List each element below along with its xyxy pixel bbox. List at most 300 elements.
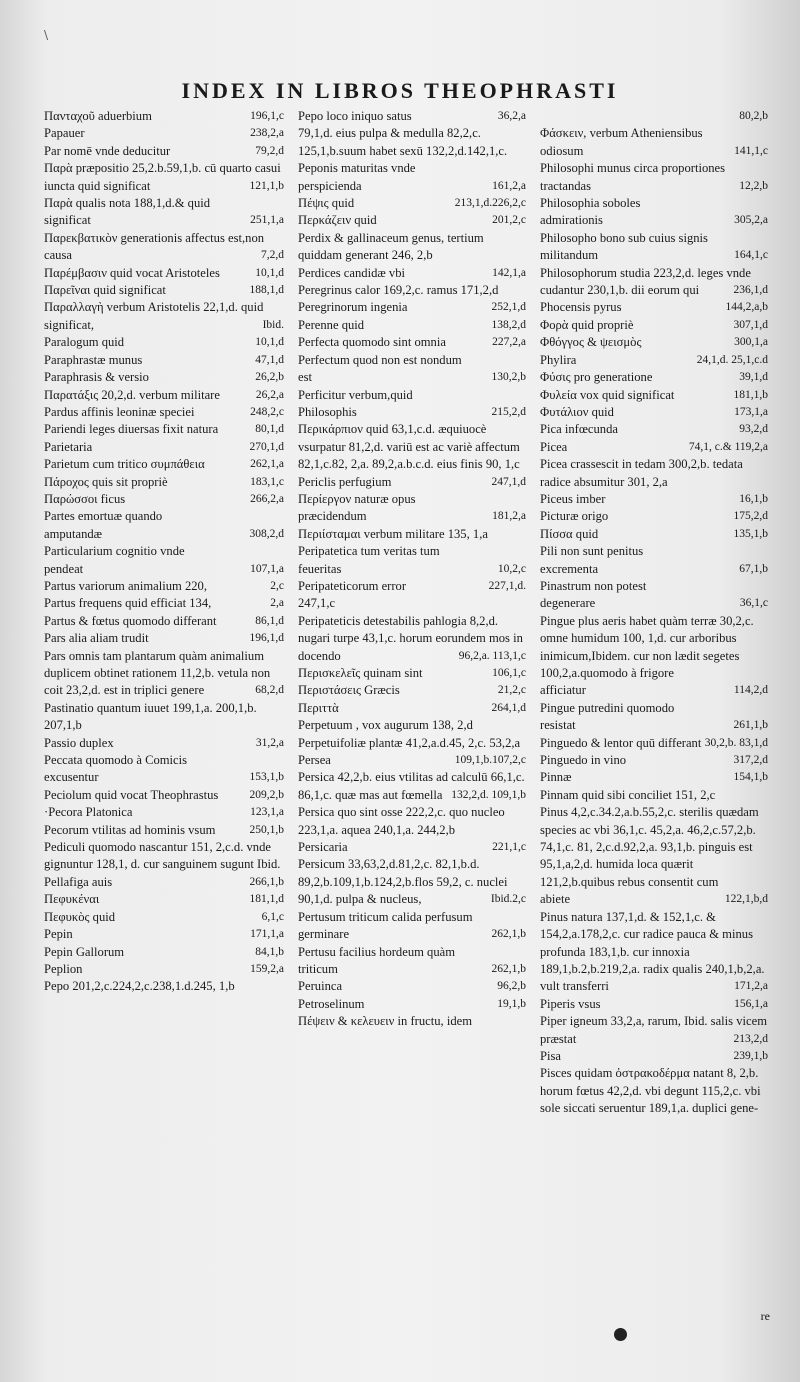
index-entry — [44, 648, 286, 700]
index-reference: 26,2,b — [255, 371, 284, 384]
index-entry — [298, 491, 528, 526]
index-term: Φάσκειν, verbum Atheniensibus odiosum — [540, 126, 703, 158]
index-reference: 173,1,a — [734, 405, 768, 418]
index-reference: 196,1,d — [249, 632, 284, 645]
index-reference: 10,1,d — [255, 266, 284, 279]
index-term: Παρώσσοι ficus — [44, 491, 126, 506]
index-reference: 122,1,b,d — [724, 893, 768, 906]
index-term: Φθόγγος & ψεισμὸς — [540, 335, 642, 350]
index-entry — [298, 1013, 528, 1030]
index-reference: 227,1,d. — [488, 579, 526, 592]
index-reference: 79,2,d — [255, 144, 284, 157]
index-entry — [44, 108, 286, 125]
index-term: Perpetuifoliæ plantæ 41,2,a.d.45, 2,c. 53,2,a — [298, 735, 521, 750]
index-term: Pars omnis tam plantarum quàm animalium duplicem obtinet rationem 11,2,b. vetula non coit 23,2,d. est in triplici genere — [44, 648, 271, 698]
index-term: ·Pecora Platonica — [44, 805, 133, 820]
index-term: Pertusu facilius hordeum quàm triticum — [298, 944, 456, 976]
index-term: Φυλεία vox quid significat — [540, 387, 675, 402]
index-entry — [540, 421, 770, 438]
index-term: Peponis maturitas vnde perspicienda — [298, 161, 416, 193]
index-term: Pingue putredini quomodo resistat — [540, 700, 675, 733]
index-term: Piceus imber — [540, 491, 606, 506]
index-term: Partus & fœtus quomodo differant — [44, 613, 217, 628]
index-entry — [298, 195, 528, 212]
index-term: Pili non sunt penitus excrementa — [540, 544, 644, 576]
index-term: Πεφυκὸς quid — [44, 909, 116, 924]
index-term: Perenne quid — [298, 317, 365, 332]
index-entry — [44, 543, 286, 578]
index-entry — [298, 769, 528, 804]
index-reference: 142,1,a — [492, 266, 526, 279]
index-entry — [44, 369, 286, 386]
index-term: 79,1,d. eius pulpa & medulla 82,2,c. 125,1,b.suum habet sexū 132,2,d.142,1,c. — [298, 126, 508, 158]
index-entry — [44, 456, 286, 473]
index-entry — [44, 439, 286, 456]
index-entry — [44, 839, 286, 874]
index-entry — [298, 613, 528, 665]
index-term: Πέψειν & κελευειν in fructu, idem — [298, 1014, 473, 1029]
index-entry — [298, 543, 528, 578]
index-entry — [44, 595, 286, 612]
index-entry — [298, 717, 528, 734]
index-term: Παρατάξις 20,2,d. verbum militare — [44, 387, 220, 402]
index-term: Perpetuum , vox augurum 138, 2,d — [298, 718, 473, 733]
index-entry — [540, 299, 770, 316]
index-term: Philosophia soboles admirationis — [540, 196, 641, 228]
index-reference: 86,1,d — [255, 614, 284, 627]
index-entry — [298, 421, 528, 473]
index-term: Pardus affinis leoninæ speciei — [44, 404, 195, 419]
index-term: Pisces quidam ὀστρακοδέρμα natant 8, 2,b. horum fœtus 42,2,d. vbi degunt 115,2,c. vbi sole siccati seruentur 189,1,a. duplici gene- — [540, 1066, 761, 1116]
index-term: Persicum 33,63,2,d.81,2,c. 82,1,b.d. 89,2,b.109,1,b.124,2,b.flos 59,2, c. nuclei 90,1,d. pulpa & nucleus, — [298, 857, 508, 907]
index-entry — [540, 456, 770, 491]
ink-blot — [614, 1328, 627, 1341]
index-entry — [540, 1048, 770, 1065]
index-term: Persea — [298, 753, 331, 768]
index-reference: 266,1,b — [249, 875, 284, 888]
index-entry — [540, 787, 770, 804]
index-term: Peplion — [44, 961, 83, 976]
index-term: Περιττὰ — [298, 700, 339, 715]
index-entry — [540, 404, 770, 421]
index-reference: 96,2,a. 113,1,c — [458, 649, 526, 662]
index-term: Pingue plus aeris habet quàm terræ 30,2,c. omne humidum 100, 1,d. cur arboribus inimicum,Ibidem. cur non lædit segetes 100,2,a.quomodo à frigore afficiatur — [540, 613, 754, 698]
index-entry — [298, 996, 528, 1013]
index-term: Philosophi munus circa proportiones tractandas — [540, 161, 726, 193]
index-reference: 39,1,d — [739, 371, 768, 384]
index-entry — [298, 909, 528, 944]
index-entry — [540, 735, 770, 752]
index-term: Περιστάσεις Græcis — [298, 683, 400, 698]
index-term: Partus frequens quid efficiat 134, — [44, 596, 212, 611]
index-reference: 270,1,d — [249, 440, 284, 453]
index-entry — [540, 700, 770, 735]
index-entry — [298, 856, 528, 908]
index-entry — [44, 961, 286, 978]
index-reference: 24,1,d. 25,1,c.d — [696, 353, 768, 366]
index-reference: 30,2,b. 83,1,d — [704, 736, 768, 749]
index-term: Φυτάλιον quid — [540, 404, 614, 419]
index-term: Peregrinus calor 169,2,c. ramus 171,2,d — [298, 283, 499, 298]
index-entry — [540, 387, 770, 404]
index-reference: 47,1,d — [255, 353, 284, 366]
index-reference: 262,1,b — [491, 928, 526, 941]
index-reference: 26,2,a — [255, 388, 284, 401]
index-entry — [44, 578, 286, 595]
index-reference: 159,2,a — [250, 962, 284, 975]
index-entry — [298, 352, 528, 387]
index-column-2 — [298, 108, 528, 1363]
index-term: Περισκελεῖς quinam sint — [298, 666, 423, 680]
index-reference: 181,1,d — [249, 893, 284, 906]
index-term: Pertusum triticum calida perfusum germinare — [298, 909, 473, 942]
index-entry — [44, 421, 286, 438]
index-reference: 183,1,c — [250, 475, 284, 488]
index-term: Περκάζειν quid — [298, 213, 377, 228]
index-reference: 6,1,c — [261, 910, 284, 923]
index-term: Παρεῖναι quid significat — [44, 283, 166, 298]
index-column-3 — [540, 108, 770, 1363]
index-reference: 153,1,b — [249, 771, 284, 784]
index-term: Phocensis pyrus — [540, 300, 622, 315]
index-term: Πάροχος quis sit propriè — [44, 474, 168, 489]
index-entry — [44, 822, 286, 839]
index-entry — [540, 352, 770, 369]
index-reference: 7,2,d — [261, 249, 284, 262]
index-entry — [44, 143, 286, 160]
index-reference: 300,1,a — [734, 336, 768, 349]
index-entry — [540, 125, 770, 160]
index-term: Παραλλαγὴ verbum Aristotelis 22,1,d. quid significat, — [44, 300, 264, 332]
index-entry — [540, 369, 770, 386]
index-reference: 36,1,c — [739, 597, 768, 610]
index-reference: 67,1,b — [739, 562, 768, 575]
index-term: Perdices candidæ vbi — [298, 265, 406, 280]
index-entry — [44, 926, 286, 943]
index-term: Pediculi quomodo nascantur 151, 2,c.d. vnde gignuntur 128,1, d. cur sanguinem sugunt Ibid. — [44, 840, 281, 872]
index-reference: 31,2,a — [255, 736, 284, 749]
index-reference: 213,1,d.226,2,c — [454, 197, 526, 210]
index-term: Paraphrastæ munus — [44, 352, 143, 367]
index-reference: 247,1,d — [491, 475, 526, 488]
index-entry — [540, 108, 770, 125]
index-term: Pepin — [44, 927, 73, 942]
index-term: Parietum cum tritico συμπάθεια — [44, 457, 205, 472]
index-term: Piper igneum 33,2,a, rarum, Ibid. salis vicem præstat — [540, 1014, 767, 1046]
index-entry — [298, 700, 528, 717]
index-term: Παρέμβασιν quid vocat Aristoteles — [44, 265, 220, 280]
index-reference: 141,1,c — [734, 144, 768, 157]
index-term: Pars alia aliam trudit — [44, 631, 149, 646]
index-entry — [298, 212, 528, 229]
index-entry — [44, 491, 286, 508]
index-entry — [44, 630, 286, 647]
index-term: Pinus natura 137,1,d. & 152,1,c. & 154,2,a.178,2,c. cur radice pauca & minus profunda 183,1,b. cur innoxia 189,1,b.2,b.219,2,a. radix qualis 240,1,b,2,a. vult transferri — [540, 909, 765, 994]
index-term: Persica quo sint osse 222,2,c. quo nucleo 223,1,a. aquea 240,1,a. 244,2,b — [298, 805, 505, 837]
index-term: Pastinatio quantum iuuet 199,1,a. 200,1,b. 207,1,b — [44, 700, 257, 733]
index-entry — [44, 978, 286, 995]
index-entry — [298, 578, 528, 595]
index-entry — [44, 299, 286, 334]
index-entry — [44, 874, 286, 891]
index-term: Persica 42,2,b. eius vtilitas ad calculū 66,1,c. 86,1,c. quæ mas aut fœmella — [298, 770, 525, 802]
index-entry — [44, 334, 286, 351]
index-entry — [540, 769, 770, 786]
index-term: Par nomē vnde deducitur — [44, 143, 171, 158]
index-entry — [298, 230, 528, 265]
index-term: Πεφυκέναι — [44, 892, 100, 907]
index-term: Pinus 4,2,c.34.2,a.b.55,2,c. sterilis quædam species ac vbi 36,1,c. 45,2,a. 46,2,c.57,2,b. 74,1,c. 81, 2,c.d.92,2,a. 93,1,b. pinguis est 95,1,a,2,d. humida loca quærit 121,2,b.quibus rebus consentit cum abiete — [540, 805, 759, 907]
index-term: Παρὰ præpositio 25,2.b.59,1,b. cū quarto casui iuncta quid significat — [44, 161, 281, 193]
index-term: Paraphrasis & versio — [44, 370, 149, 385]
index-term: Particularium cognitio vnde pendeat — [44, 544, 185, 576]
index-term: Peripateticis detestabilis pahlogia 8,2,d. nugari turpe 43,1,c. horum eorundem mos in docendo — [298, 613, 523, 663]
index-reference: 36,2,a — [497, 110, 526, 122]
index-term: Picturæ origo — [540, 509, 609, 524]
index-reference: 171,2,a — [734, 980, 768, 993]
index-entry — [298, 804, 528, 839]
index-entry — [540, 909, 770, 996]
index-reference: 317,2,d — [733, 754, 768, 767]
index-reference: 251,1,a — [250, 214, 284, 227]
index-reference: 252,1,d — [491, 301, 526, 314]
index-entry — [540, 508, 770, 525]
index-reference: 80,1,d — [255, 423, 284, 436]
index-reference: 236,1,d — [733, 284, 768, 297]
index-term: Parietaria — [44, 439, 93, 454]
index-reference: 123,1,a — [250, 806, 284, 819]
index-reference: Ibid.2,c — [490, 893, 526, 906]
index-reference: 227,2,a — [492, 336, 526, 349]
index-entry — [540, 160, 770, 195]
index-entry — [298, 944, 528, 979]
index-entry — [540, 804, 770, 908]
index-term: Perfectum quod non est nondum est — [298, 352, 462, 385]
index-reference: 10,1,d — [255, 336, 284, 349]
index-reference: 213,2,d — [733, 1032, 768, 1045]
index-entry — [540, 491, 770, 508]
index-term: Peregrinorum ingenia — [298, 300, 408, 315]
index-reference: 171,1,a — [250, 928, 284, 941]
index-entry — [540, 230, 770, 265]
index-reference: 144,2,a,b — [725, 301, 768, 314]
index-term: Philosophorum studia 223,2,d. leges vnde cudantur 230,1,b. dii eorum qui — [540, 265, 751, 298]
index-reference: 209,2,b — [249, 788, 284, 801]
index-term: Peciolum quid vocat Theophrastus — [44, 787, 219, 802]
index-term: Peripateticorum error — [298, 578, 407, 593]
index-entry — [44, 352, 286, 369]
index-term: Picea — [540, 439, 568, 454]
index-reference: 307,1,d — [733, 318, 768, 331]
index-entry — [44, 404, 286, 421]
index-entry — [540, 752, 770, 769]
index-term: Παρεκβατικὸν generationis affectus est,non causa — [44, 230, 265, 263]
index-term: Pinnam quid sibi conciliet 151, 2,c — [540, 787, 716, 802]
index-reference: 161,2,a — [492, 179, 526, 192]
index-term: Πανταχοῦ aduerbium — [44, 109, 152, 123]
index-term: Pepo loco iniquo satus — [298, 109, 412, 123]
index-reference: 239,1,b — [733, 1049, 768, 1062]
index-reference: 238,2,a — [250, 127, 284, 140]
index-entry — [44, 265, 286, 282]
index-reference: 261,1,b — [733, 719, 768, 732]
index-reference: 262,1,b — [491, 962, 526, 975]
page-mark: \ — [44, 28, 49, 42]
index-entry — [540, 265, 770, 300]
index-entry — [44, 282, 286, 299]
index-entry — [298, 665, 528, 682]
index-term: Partes emortuæ quando amputandæ — [44, 509, 163, 541]
index-term: Pinastrum non potest degenerare — [540, 578, 647, 611]
index-entry — [298, 735, 528, 752]
index-reference: 164,1,c — [734, 249, 768, 262]
index-entry — [44, 787, 286, 804]
index-reference: 196,1,c — [250, 110, 284, 122]
index-term: Pellafiga auis — [44, 874, 113, 889]
index-entry — [44, 804, 286, 821]
index-reference: 154,1,b — [733, 771, 768, 784]
index-reference: 181,2,a — [492, 510, 526, 523]
index-entry — [44, 944, 286, 961]
index-term: Phylira — [540, 352, 577, 367]
index-term: Παρὰ qualis nota 188,1,d.& quid significat — [44, 196, 211, 228]
index-entry — [298, 108, 528, 125]
index-reference: 132,2,d. 109,1,b — [451, 788, 526, 801]
index-entry — [44, 891, 286, 908]
index-entry — [44, 387, 286, 404]
index-term: Φύσις pro generatione — [540, 370, 653, 385]
index-entry — [540, 578, 770, 613]
index-reference: 2,c — [270, 579, 284, 592]
index-reference: 106,1,c — [492, 667, 526, 679]
index-entry — [540, 439, 770, 456]
index-reference: 266,2,a — [250, 492, 284, 505]
index-reference: 305,2,a — [734, 214, 768, 227]
index-reference: 93,2,d — [739, 423, 768, 436]
index-entry — [44, 508, 286, 543]
index-entry — [298, 752, 528, 769]
index-entry — [44, 735, 286, 752]
index-reference: 96,2,b — [497, 980, 526, 993]
index-entry — [44, 474, 286, 491]
index-term: Περικάρπιον quid 63,1,c.d. æquiuocè vsurpatur 81,2,d. variū est ac variè affectum 82,1,c.82, 2,a. 89,2,a.b.c.d. eius finis 90, 1,c — [298, 422, 520, 472]
index-reference: 262,1,a — [250, 458, 284, 471]
index-entry — [298, 334, 528, 351]
index-term: Paralogum quid — [44, 335, 125, 350]
index-reference: 215,2,d — [491, 405, 526, 418]
index-term: Περιίσταμαι verbum militare 135, 1,a — [298, 526, 488, 541]
index-entry — [298, 839, 528, 856]
index-term: 247,1,c — [298, 596, 336, 611]
index-reference: 12,2,b — [739, 179, 768, 192]
index-term: Perficitur verbum,quid Philosophis — [298, 387, 413, 419]
index-entry — [44, 160, 286, 195]
index-reference: 308,2,d — [249, 527, 284, 540]
index-term: Periclis perfugium — [298, 474, 392, 489]
index-term: Peripatetica tum veritas tum feueritas — [298, 544, 440, 576]
index-reference: 221,1,c — [492, 841, 526, 854]
index-term: Piperis vsus — [540, 996, 601, 1011]
index-entry — [298, 282, 528, 299]
index-entry — [540, 543, 770, 578]
index-term: Papauer — [44, 126, 85, 141]
index-term: Perdix & gallinaceum genus, tertium quiddam generant 246, 2,b — [298, 230, 484, 263]
index-term: Pinnæ — [540, 770, 572, 785]
index-reference: 10,2,c — [497, 562, 526, 575]
index-term: Philosopho bono sub cuius signis militandum — [540, 230, 708, 263]
index-entry — [44, 909, 286, 926]
index-reference: 114,2,d — [733, 684, 768, 697]
index-reference: 135,1,b — [733, 527, 768, 540]
index-entry — [298, 265, 528, 282]
index-reference: 156,1,a — [734, 997, 768, 1010]
index-entry — [540, 526, 770, 543]
index-term: Pica infœcunda — [540, 422, 618, 437]
index-reference: 107,1,a — [250, 562, 284, 575]
index-term: Pepin Gallorum — [44, 944, 125, 959]
index-reference: 84,1,b — [255, 945, 284, 958]
index-term: Pariendi leges diuersas fixit natura — [44, 422, 219, 437]
index-entry — [540, 996, 770, 1013]
index-entry — [540, 613, 770, 700]
index-entry — [540, 1065, 770, 1117]
index-term: Partus variorum animalium 220, — [44, 578, 207, 593]
index-term: Pinguedo & lentor quū differant — [540, 735, 702, 750]
index-reference: 188,1,d — [249, 284, 284, 297]
index-reference: 201,2,c — [492, 214, 526, 227]
index-reference: 19,1,b — [497, 997, 526, 1010]
index-term: Περίεργον naturæ opus præcidendum — [298, 491, 416, 524]
index-entry — [298, 160, 528, 195]
index-reference: 264,1,d — [491, 701, 526, 714]
index-entry — [44, 752, 286, 787]
index-reference: 21,2,c — [497, 684, 526, 697]
index-entry — [44, 613, 286, 630]
index-reference: 80,2,b — [739, 110, 768, 122]
index-entry — [298, 317, 528, 334]
index-entry — [540, 1013, 770, 1048]
index-reference: 109,1,b.107,2,c — [454, 754, 526, 767]
index-entry — [44, 195, 286, 230]
index-entry — [44, 230, 286, 265]
index-term: Picea crassescit in tedam 300,2,b. tedata radice absumitur 301, 2,a — [540, 457, 743, 489]
page-header: INDEX IN LIBROS THEOPHRASTI — [181, 78, 619, 103]
index-term: Pecorum vtilitas ad hominis vsum — [44, 822, 216, 837]
index-reference: 16,1,b — [739, 492, 768, 505]
index-reference: 2,a — [270, 597, 284, 610]
index-reference: 68,2,d — [255, 684, 284, 697]
index-term: Petroselinum — [298, 996, 365, 1011]
index-term: Πίσσα quid — [540, 526, 599, 541]
index-entry — [298, 682, 528, 699]
index-entry — [540, 195, 770, 230]
index-term: Pisa — [540, 1048, 561, 1063]
index-entry — [298, 299, 528, 316]
index-term: Pinguedo in vino — [540, 753, 627, 768]
index-columns — [44, 108, 774, 1363]
index-column-1 — [44, 108, 286, 1363]
index-reference: Ibid. — [262, 318, 284, 331]
index-entry — [44, 700, 286, 735]
index-term: Φορὰ quid propriè — [540, 317, 634, 332]
index-reference: 130,2,b — [491, 371, 526, 384]
index-entry — [298, 526, 528, 543]
index-term: Pepo 201,2,c.224,2,c.238,1.d.245, 1,b — [44, 979, 235, 994]
index-entry — [298, 125, 528, 160]
index-reference: 175,2,d — [733, 510, 768, 523]
index-term: Πέψις quid — [298, 196, 355, 211]
index-term — [540, 109, 604, 123]
